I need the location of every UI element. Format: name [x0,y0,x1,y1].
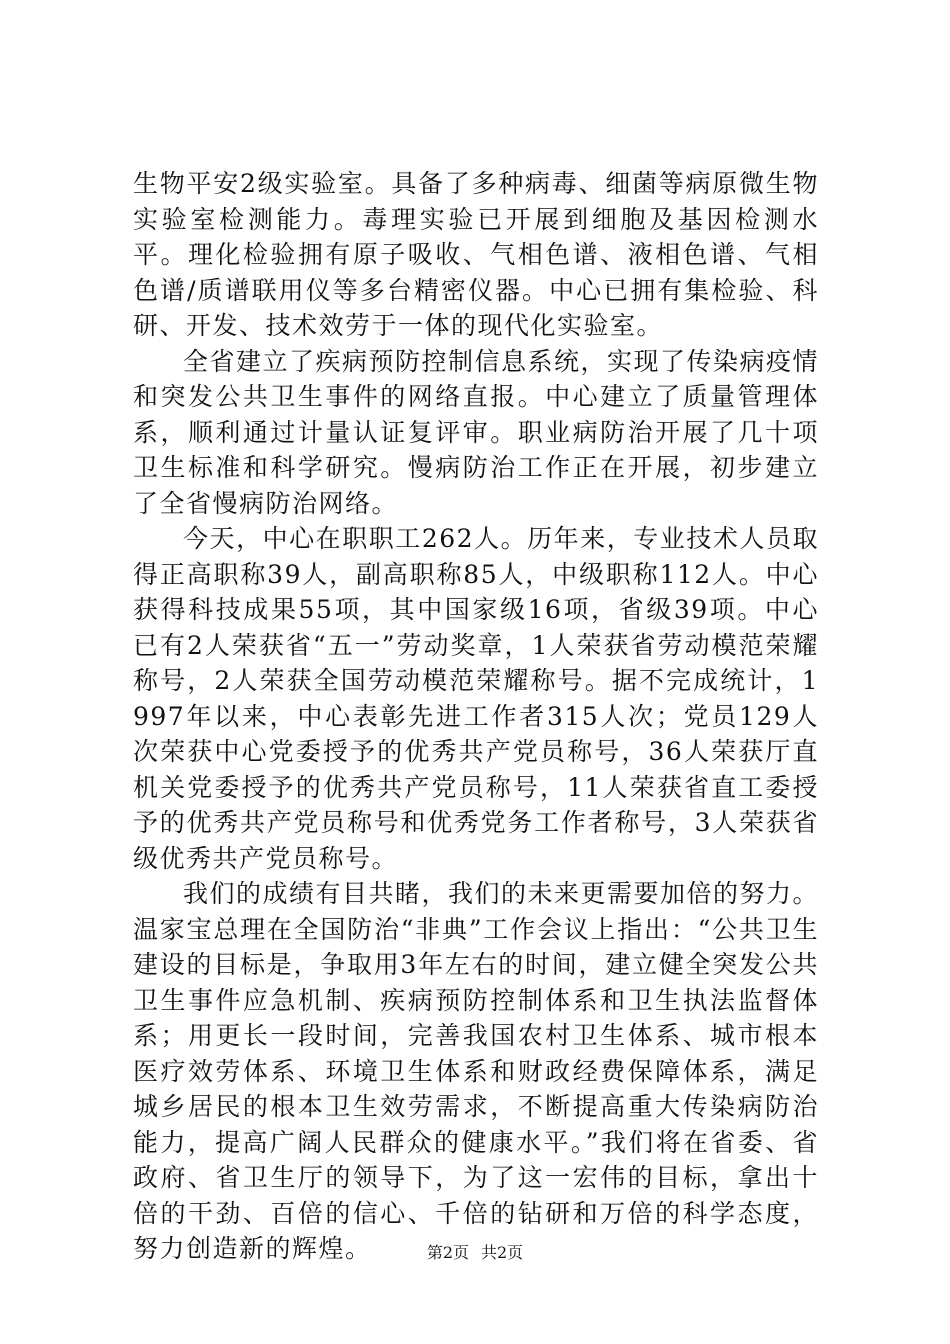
total-page-count: 共2页 [481,1243,524,1262]
page-footer [0,1242,950,1264]
document-body [133,166,819,1267]
paragraph-information-system: 全省建立了疾病预防控制信息系统，实现了传染病疫情和突发公共卫生事件的网络直报。中心建立了质量管理体系，顺利通过计量认证复评审。职业病防治开展了几十项卫生标准和科学研究。慢病防治工作正在开展，初步建立了全省慢病防治网络。 [133,346,820,518]
paragraph-future-goals: 我们的成绩有目共睹，我们的未来更需要加倍的努力。温家宝总理在全国防治“非典”工作会议上指出：“公共卫生建设的目标是，争取用3年左右的时间，建立健全突发公共卫生事件应急机制、疾病预防控制体系和卫生执法监督体系；用更长一段时间，完善我国农村卫生体系、城市根本医疗效劳体系、环境卫生体系和财政经费保障体系，满足城乡居民的根本卫生效劳需求，不断提高重大传染病防治能力，提高广阔人民群众的健康水平。”我们将在省委、省政府、省卫生厅的领导下，为了这一宏伟的目标，拿出十倍的干劲、百倍的信心、千倍的钻研和万倍的科学态度，努力创造新的辉煌。 [133,879,820,1263]
paragraph-lab-capability: 生物平安2级实验室。具备了多种病毒、细菌等病原微生物实验室检测能力。毒理实验已开展到细胞及基因检测水平。理化检验拥有原子吸收、气相色谱、液相色谱、气相色谱/质谱联用仪等多台精密仪器。中心已拥有集检验、科研、开发、技术效劳于一体的现代化实验室。 [133,169,819,340]
current-page-number: 第2页 [426,1243,469,1262]
paragraph-staff-achievements: 今天，中心在职职工262人。历年来，专业技术人员取得正高职称39人，副高职称85人，中级职称112人。中心获得科技成果55项，其中国家级16项，省级39项。中心已有2人荣获省“五一”劳动奖章，1人荣获省劳动模范荣耀称号，2人荣获全国劳动模范荣耀称号。据不完成统计，1997年以来，中心表彰先进工作者315人次；党员129人次荣获中心党委授予的优秀共产党员称号，36人荣获厅直机关党委授予的优秀共产党员称号，11人荣获省直工委授予的优秀共产党员称号和优秀党务工作者称号，3人荣获省级优秀共产党员称号。 [133,524,819,873]
